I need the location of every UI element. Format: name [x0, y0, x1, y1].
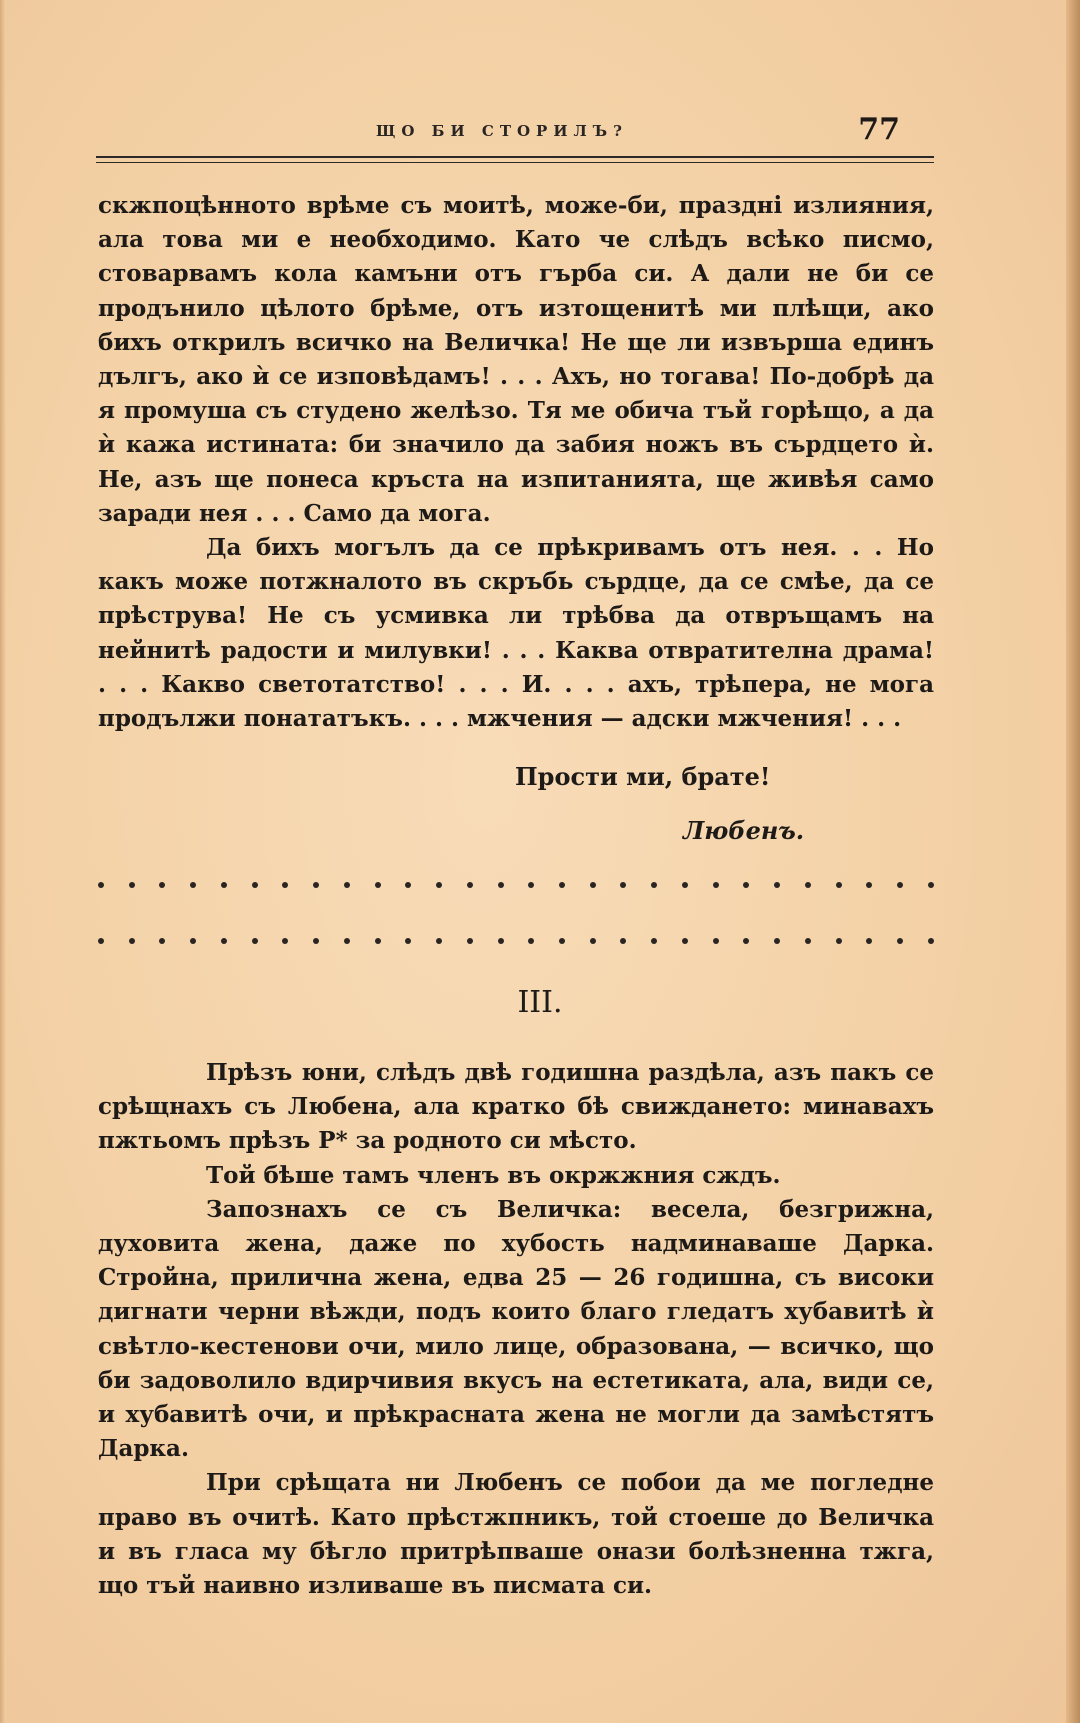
dot [98, 882, 104, 888]
section-text [98, 1056, 934, 1603]
section-paragraph-3: Запознахъ се съ Величка: весела, безгрижна, духовита жена, даже по хубость надминаваше Дарка. Стройна, прилична жена, едва 25 — 26 годишна, съ високи дигнати черни вѣжди, подъ които благо гледатъ хубавитѣ ѝ свѣтло-кестенови очи, мило лице, образована, — всичко, що би задоволило вдирчивия вкусъ на естетиката, ала, види се, и хубавитѣ очи, и прѣкрасната жена не могли да замѣстятъ Дарка. [98, 1195, 934, 1463]
letter-paragraph-2: Да бихъ могълъ да се прѣкривамъ отъ нея. . . Но какъ може потжналото въ скръбь сърдце, да се смѣе, да се прѣструва! Не съ усмивка ли трѣбва да отвръщамъ на нейнитѣ радости и милувки! . . . Каква отвратителна драма! . . . Какво светотатство! . . . И. . . . ахъ, трѣпера, не мога продължи понататъкъ. . . . мжчения — адски мжчения! . . . [98, 534, 934, 733]
section-heading: III. [517, 985, 563, 1020]
dot [651, 882, 657, 888]
dot [159, 938, 165, 944]
dot-leader-row-2 [98, 938, 934, 944]
dot [436, 938, 442, 944]
dot [928, 882, 934, 888]
dot [528, 882, 534, 888]
section-paragraph-2: Той бѣше тамъ членъ въ окржжния сждъ. [206, 1161, 781, 1189]
page-right-edge [1066, 0, 1080, 1723]
page-number: 77 [858, 112, 900, 147]
dot [774, 938, 780, 944]
dot [282, 938, 288, 944]
letter-signature: Любенъ. [683, 816, 805, 845]
dot [436, 882, 442, 888]
dot [344, 938, 350, 944]
header-rule-thick [96, 156, 934, 158]
letter-closing: Прости ми, брате! [515, 762, 771, 791]
dot [467, 882, 473, 888]
dot [651, 938, 657, 944]
header-rule-thin [96, 162, 934, 163]
dot [375, 938, 381, 944]
dot [559, 938, 565, 944]
dot [713, 882, 719, 888]
dot-leader-row-1 [98, 882, 934, 888]
running-title: ЩО БИ СТОРИЛЪ? [376, 122, 628, 140]
dot [405, 882, 411, 888]
section-paragraph-4: При срѣщата ни Любенъ се побои да ме погледне право въ очитѣ. Като прѣстжпникъ, той стоеше до Величка и въ гласа му бѣгло притрѣпваше онази болѣзненна тжга, що тъй наивно изливаше въ писмата си. [98, 1469, 934, 1600]
dot [313, 938, 319, 944]
dot [774, 882, 780, 888]
dot [528, 938, 534, 944]
dot [282, 882, 288, 888]
dot [129, 882, 135, 888]
page-header [96, 112, 934, 162]
dot [98, 938, 104, 944]
dot [620, 938, 626, 944]
dot [866, 938, 872, 944]
dot [252, 938, 258, 944]
dot [897, 938, 903, 944]
dot [467, 938, 473, 944]
dot [928, 938, 934, 944]
dot [682, 938, 688, 944]
dot [620, 882, 626, 888]
dot [375, 882, 381, 888]
dot [405, 938, 411, 944]
dot [498, 882, 504, 888]
dot [836, 882, 842, 888]
dot [190, 882, 196, 888]
dot [866, 882, 872, 888]
dot [590, 938, 596, 944]
dot [805, 938, 811, 944]
dot [221, 938, 227, 944]
dot [559, 882, 565, 888]
dot [682, 882, 688, 888]
dot [743, 882, 749, 888]
dot [221, 882, 227, 888]
dot [129, 938, 135, 944]
dot [190, 938, 196, 944]
dot [897, 882, 903, 888]
dot [590, 882, 596, 888]
letter-text [98, 189, 934, 736]
dot [498, 938, 504, 944]
dot [313, 882, 319, 888]
letter-paragraph-1: скжпоцѣнното врѣме съ моитѣ, може-би, празднi излияния, ала това ми е необходимо. Като че слѣдъ всѣко писмо, стоварвамъ кола камъни отъ гърба си. А дали не би се продънило цѣлото брѣме, отъ изтощенитѣ ми плѣщи, ако бихъ открилъ всичко на Величка! Не ще ли извърша единъ дългъ, ако ѝ се изповѣдамъ! . . . Ахъ, но тогава! По-добрѣ да я промуша съ студено желѣзо. Тя ме обича тъй горѣщо, а да ѝ кажа истината: би значило да забия ножъ въ сърдцето ѝ. Не, азъ ще понеса кръста на изпитанията, ще живѣя само заради нея . . . Само да мога. [98, 192, 934, 527]
dot [344, 882, 350, 888]
dot [836, 938, 842, 944]
section-paragraph-1: Прѣзъ юни, слѣдъ двѣ годишна раздѣла, азъ пакъ се срѣщнахъ съ Любена, ала кратко бѣ свиждането: минавахъ пжтьомъ прѣзъ Р* за родното си мѣсто. [98, 1059, 934, 1155]
dot [805, 882, 811, 888]
page-left-edge [0, 0, 6, 1723]
dot [159, 882, 165, 888]
dot [743, 938, 749, 944]
dot [713, 938, 719, 944]
dot [252, 882, 258, 888]
